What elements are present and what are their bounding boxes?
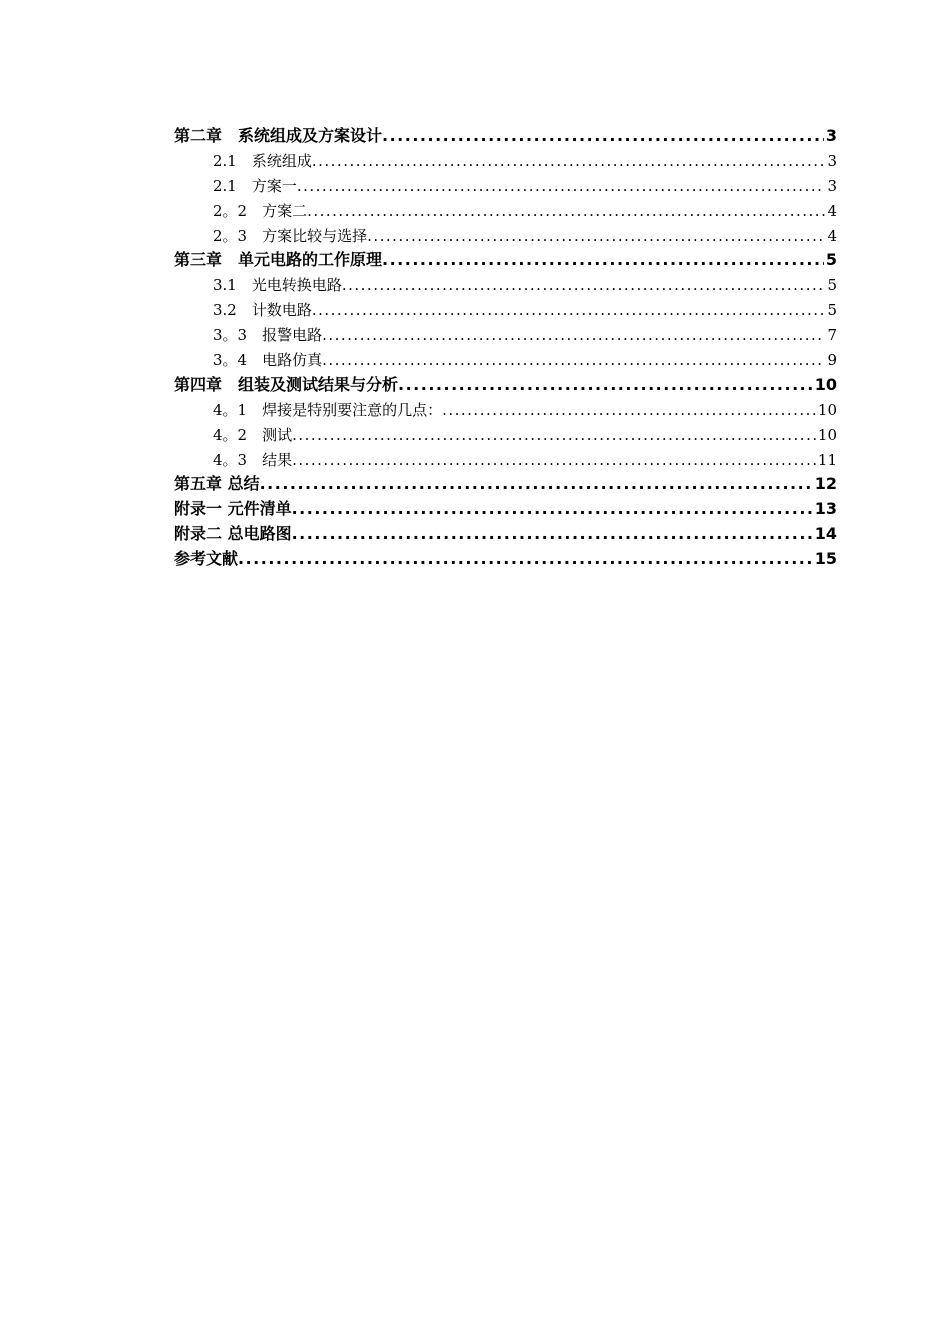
toc-page-number: 3 <box>825 126 837 145</box>
toc-entry-title: 3。3 报警电路 <box>213 326 323 345</box>
toc-entry-appendix-2[interactable] <box>174 522 837 547</box>
toc-entry-title: 3。4 电路仿真 <box>213 351 323 370</box>
toc-dot-leader <box>312 149 826 174</box>
toc-dot-leader <box>292 497 813 522</box>
toc-page-number: 11 <box>817 450 837 469</box>
toc-entry-title: 附录二 总电路图 <box>174 524 292 544</box>
toc-page-number: 5 <box>827 276 837 295</box>
toc-dot-leader <box>260 472 813 497</box>
toc-entry-section-3-1[interactable] <box>174 273 837 298</box>
toc-page-number: 10 <box>817 400 837 419</box>
toc-entry-title: 2.1 方案一 <box>213 176 297 195</box>
toc-dot-leader <box>442 398 816 423</box>
toc-entry-section-2-3[interactable] <box>174 224 837 249</box>
toc-dot-leader <box>398 373 813 398</box>
toc-entry-section-4-3[interactable] <box>174 448 837 473</box>
toc-page-number: 7 <box>827 326 837 345</box>
toc-page-number: 10 <box>817 425 837 444</box>
toc-page-number: 5 <box>825 250 837 270</box>
toc-page-number: 4 <box>827 201 837 220</box>
toc-entry-section-3-2[interactable] <box>174 298 837 323</box>
toc-entry-title: 4。2 测试 <box>213 425 293 444</box>
toc-page-number: 14 <box>814 524 837 544</box>
toc-entry-title: 参考文献 <box>174 549 239 569</box>
toc-dot-leader <box>322 348 825 373</box>
table-of-contents <box>174 124 837 572</box>
toc-entry-section-plan-1[interactable] <box>174 174 837 199</box>
toc-entry-title: 第四章 组装及测试结果与分析 <box>174 374 399 394</box>
toc-entry-title: 第五章 总结 <box>174 474 260 494</box>
toc-dot-leader <box>292 522 813 547</box>
toc-page-number: 12 <box>814 474 837 494</box>
toc-page-number: 3 <box>827 176 837 195</box>
toc-entry-title: 附录一 元件清单 <box>174 499 292 519</box>
toc-entry-title: 3.1 光电转换电路 <box>213 276 342 295</box>
toc-entry-title: 4。1 焊接是特别要注意的几点： <box>213 400 443 419</box>
toc-entry-chapter-4[interactable] <box>174 373 837 398</box>
toc-page-number: 9 <box>827 351 837 370</box>
toc-entry-section-4-1[interactable] <box>174 398 837 423</box>
toc-entry-title: 4。3 结果 <box>213 450 293 469</box>
toc-dot-leader <box>292 423 816 448</box>
toc-entry-title: 2。3 方案比较与选择 <box>213 226 368 245</box>
toc-dot-leader <box>367 224 825 249</box>
toc-entry-title: 2.1 系统组成 <box>213 151 312 170</box>
toc-entry-title: 第二章 系统组成及方案设计 <box>174 126 383 145</box>
toc-dot-leader <box>238 547 813 572</box>
toc-entry-section-2-1[interactable] <box>174 149 837 174</box>
toc-entry-title: 3.2 计数电路 <box>213 301 312 320</box>
toc-entry-section-2-2[interactable] <box>174 199 837 224</box>
toc-dot-leader <box>307 199 825 224</box>
toc-dot-leader <box>382 248 824 273</box>
toc-dot-leader <box>297 174 826 199</box>
toc-page-number: 13 <box>814 499 837 519</box>
toc-dot-leader <box>312 298 826 323</box>
toc-dot-leader <box>342 273 826 298</box>
toc-entry-chapter-5[interactable] <box>174 472 837 497</box>
toc-page-number: 3 <box>827 151 837 170</box>
toc-page-number: 5 <box>827 301 837 320</box>
toc-entry-chapter-2[interactable] <box>174 124 837 149</box>
toc-page-number: 4 <box>827 226 837 245</box>
toc-dot-leader <box>322 323 825 348</box>
toc-entry-section-4-2[interactable] <box>174 423 837 448</box>
toc-page-number: 10 <box>814 374 837 394</box>
toc-entry-references[interactable] <box>174 547 837 572</box>
toc-dot-leader <box>292 448 816 473</box>
toc-entry-title: 2。2 方案二 <box>213 201 308 220</box>
toc-dot-leader <box>382 124 824 149</box>
toc-entry-appendix-1[interactable] <box>174 497 837 522</box>
toc-entry-section-3-4[interactable] <box>174 348 837 373</box>
toc-entry-section-3-3[interactable] <box>174 323 837 348</box>
toc-page-number: 15 <box>814 549 837 569</box>
toc-entry-chapter-3[interactable] <box>174 248 837 273</box>
toc-entry-title: 第三章 单元电路的工作原理 <box>174 250 383 270</box>
